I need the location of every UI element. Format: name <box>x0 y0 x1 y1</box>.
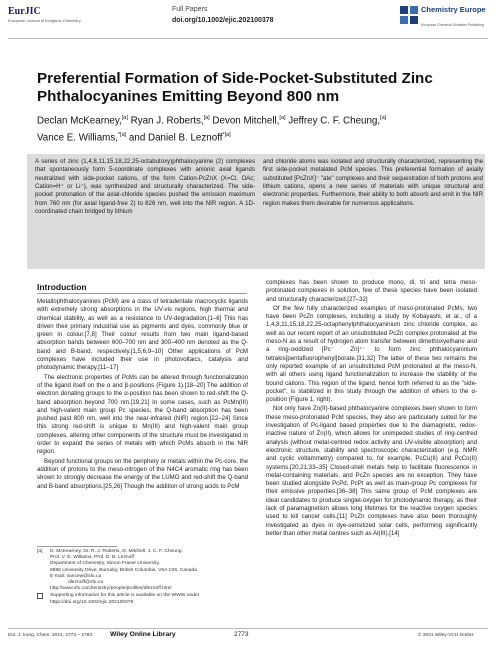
footnote-line: 8888 University Drive, Burnaby, British Columbia, V5A 1S6, Canada <box>50 567 197 573</box>
supporting-info-note[interactable]: Supporting information for this article is available on the WWW under https://doi.org/10.1002/ejic.202100378 <box>50 593 200 605</box>
paragraph: Not only have Zn(II)-based phthalocyanine complexes been shown to form these meso-protonated PcM species, they also are particularly suited for the investigation of Pc-ligand based properties due to the diamagnetic, redox-inactive nature of Zn(II), which allows for unimpeded studies of ring-centred analysis (without metal-centred redox activity and UV-visible absorption) and electronic structure, stability and spectroscopic characterization (e.g. NMR and cyclic voltammetry) compared to, for example, PcCu(II) and PcCo(II) systems.[20,21,33–35] Closed-shell metals help to facilitate fluorescence in metal-containing materials, and PcZn species are no exception. They have been studied alongside PcPd, PcPt as well as main-group Pc complexes for their emissive properties.[36–38] This same group of PcM complexes are ideal candidates to produce singlet-oxygen for photodynamic therapy, as their lack of paramagnetism allows long lifetimes for the reactive oxygen species used to kill cancer cells.[11] PcZn complexes have also been thoroughly investigated as dyes in dye-sensitized solar cells, performing significantly better than other metal centres such as Al(III).[14] <box>266 405 477 537</box>
paragraph: The electronic properties of PcMs can be altered through functionalization of the ligand itself on the α and β-positions (Figure 1).[18–20] The addition of electron donating groups to the α-position has been shown to red-shift the Q-band absorption beyond 700 nm.[19,21] In some cases, such as PcMn(III) and high-valent main group Pc species, the Q-band absorption has been pushed past 800 nm, well into the near-infrared (NIR) region.[22–24] Since this strong red-shift is unique to Mn(III) and high-valent main group complexes, altering other components of the structure must be investigated in order to expand the series of metals with which PcMs absorb in the NIR region. <box>37 373 248 456</box>
abstract-left-column: A series of zinc (1,4,8,11,15,18,22,25-octabutoxy)phthalocyanine (2) complexes that spontaneously form 5-coordinate complexes with anionic axial ligands neutralized with side-pocket cations, of the form Cation-PcZnX (X=Cl, OAc; Cation=H⁺ or Li⁺), was synthesized and structurally characterized. The side-pocket protonation of the axial-chloride species pushed the emission maximum from 760 nm (for axial ligand-free 2) to 826 nm, well into the NIR region. A 1D-coordinated chain bridged by lithium <box>35 158 255 216</box>
article-title: Preferential Formation of Side-Pocket-Substituted Zinc Phthalocyanines Emitting Beyond 800 nm <box>37 70 433 105</box>
footnote-line: D. McKearney, Dr. R. J. Roberts, D. Mitchell, J. C. F. Cheung, <box>50 549 183 554</box>
body-left-column <box>37 298 248 492</box>
author-name: Devon Mitchell, <box>209 115 280 127</box>
journal-abbrev: EurJIC <box>8 6 41 17</box>
section-divider <box>37 293 247 294</box>
email-link[interactable]: dleznoff@sfu.ca <box>68 580 104 586</box>
affiliation-mark: *[a] <box>117 132 127 139</box>
footnote-line: Prof. V. E. Williams, Prof. D. B. Leznoff <box>50 555 134 561</box>
affiliation-mark: [a] <box>380 115 387 121</box>
doi-link[interactable]: doi.org/10.1002/ejic.202100378 <box>172 17 274 24</box>
affiliation-mark: [a] <box>203 115 210 121</box>
author-name: and Daniel B. Leznoff <box>126 132 223 144</box>
author-name: Ryan J. Roberts, <box>127 115 204 127</box>
footer-divider <box>8 628 488 629</box>
journal-logo <box>8 6 138 23</box>
footnote-key: [a] <box>37 549 43 554</box>
publisher-logo <box>400 4 490 34</box>
author-list <box>37 111 467 146</box>
footnote-divider <box>37 546 117 547</box>
paragraph: Beyond functional groups on the periphery or metals within the Pc-core, the addition of protons to the meso-nitrogen of the N4C4 aromatic ring has been shown to strongly decrease the energy of the LUMO and red-shift the Q-band and B-band absorptions.[25,26] Though the addition of strong acids to PcM <box>37 457 248 490</box>
journal-full-name: European Journal of Inorganic Chemistry <box>8 18 81 23</box>
affiliation-footnote <box>37 549 248 606</box>
affiliation-mark: *[a] <box>222 132 231 139</box>
citation-line: Eur. J. Inorg. Chem. 2021, 2773 – 2783 <box>8 633 93 638</box>
publisher-subtitle: European Chemical Societies Publishing <box>421 23 485 27</box>
page-header <box>0 0 496 46</box>
abstract-box <box>27 154 485 269</box>
page-number: 2773 <box>234 631 249 638</box>
section-heading: Introduction <box>37 282 87 292</box>
body-right-column <box>266 279 477 539</box>
wiley-online-library-link[interactable]: Wiley Online Library <box>110 631 176 638</box>
paragraph: complexes has been shown to produce mono, di, tri and tetra meso-protonated complexes in solution, few of these species have been isolated and structurally characterized.[27–32] <box>266 279 477 303</box>
profile-link[interactable]: http://www.sfu.ca/chemistry/people/profiles/dleznoff.html <box>50 586 172 592</box>
chemistry-europe-icon <box>400 6 418 24</box>
affiliation-mark: [a] <box>121 115 128 121</box>
author-name: Jeffrey C. F. Cheung, <box>285 115 381 127</box>
email-link[interactable]: E-mail: vancew@sfu.ca <box>50 573 102 579</box>
copyright: © 2021 Wiley-VCH GmbH <box>418 633 474 638</box>
author-name: Vance E. Williams, <box>37 132 118 144</box>
publisher-name: Chemistry Europe <box>421 5 486 14</box>
paragraph: Metallophthalocyanines (PcM) are a class of tetradentate macrocyclic ligands with extremely strong absorptions in the UV-vis regions, high thermal and chemical stability, as well as a resistance to UV-degradation.[1–6] This has driven their primary industrial use as pigments and dyes, commonly blue or green in colour.[7,8] Their colour results from two main ligand-based absorption bands between 600–700 nm and 300–400 nm denoted as the Q-band and B-band, respectively.[1,5,6,9–10] Other applications of PcM complexes have included their use in photovoltaics, catalysis and photodynamic therapy.[11–17] <box>37 298 248 372</box>
supporting-info-icon <box>37 593 43 599</box>
affiliation-mark: [a] <box>279 115 286 121</box>
paper-type: Full Papers <box>172 6 208 13</box>
header-divider <box>8 38 488 39</box>
abstract-right-column: and chloride atoms was isolated and structurally characterized, representing the first side-pocket metalated PcM species. This preferential formation of axially substituted [PcZnX]⁻ "ate" complexes and their sequestration of both protons and lithium cations, opens a new series of materials with unique structural and electronic properties. Furthermore, their ability to both absorb and emit in the NIR region makes them desirable for numerous applications. <box>263 158 483 207</box>
author-name: Declan McKearney, <box>37 115 122 127</box>
footnote-line: Department of Chemistry, Simon Fraser University, <box>50 561 160 567</box>
paragraph: Of the few fully characterized examples of meso-protonated PcMs, two have been PcZn complexes, including a study by Kobayashi, et al., of a 1,4,8,11,15,18,22,25-octaphenylphthalocyaninium zinc chloride complex, as well as our recent report of an unsubstituted PcZn complex protonated at the meso-N as a result of hydrogen atom transfer between dimethoxyethane and a ring-oxidized [Pc⁻˙Zn]⁺⁻ to form zinc phthalocyaninium tetrakis[pentafluorophenyl]borate.[31,32] The latter of these two remains the only reported example of an unsubstituted PcM protonated at the meso-N, with all others using ligand functionalization to increase the stability of the bound cations. This region of the ligand, hence forth referred to as the "side-pocket", is stabilized in this study through the addition of ethers to the α-position (Figure 1, right). <box>266 304 477 404</box>
